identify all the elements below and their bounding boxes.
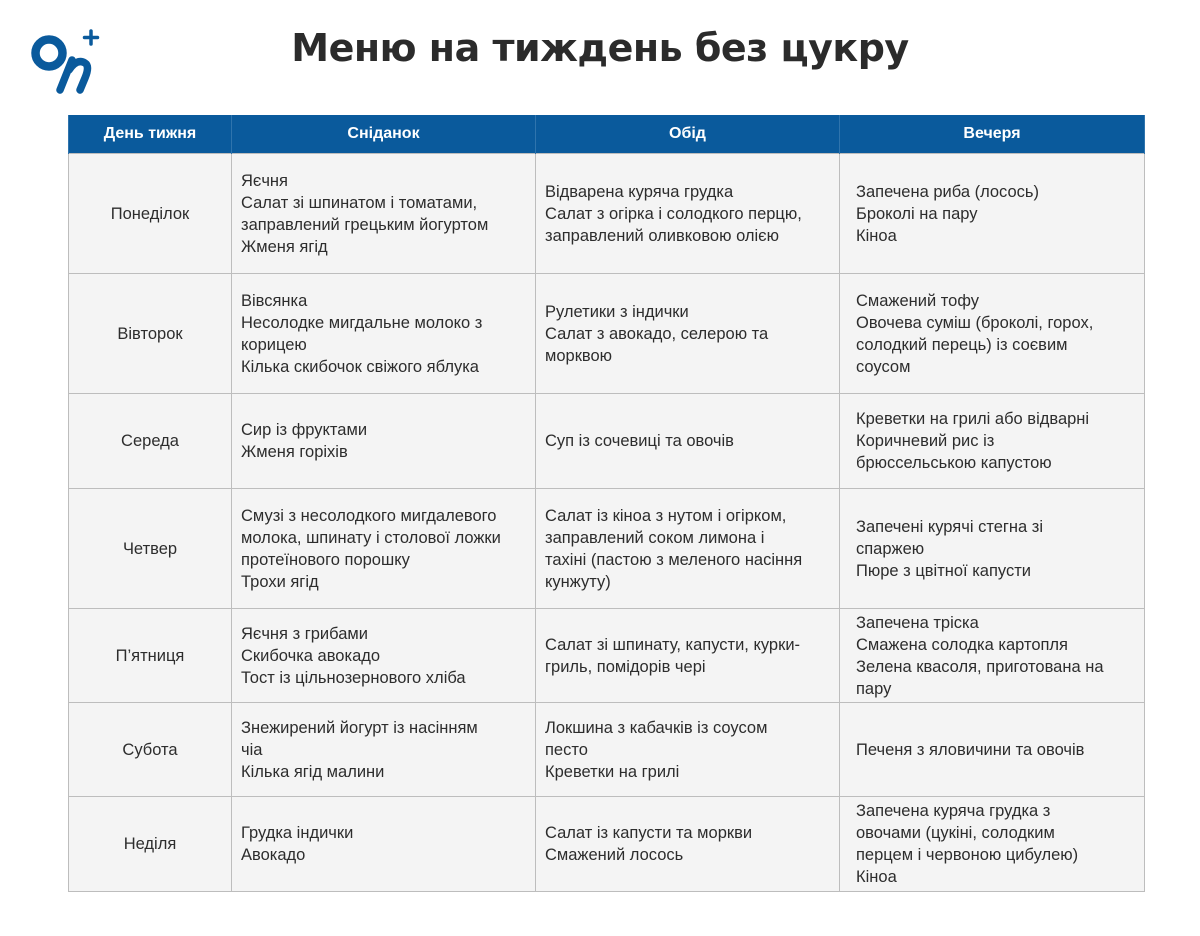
lunch-line: Рулетики з індички — [545, 302, 689, 321]
table-header-row — [69, 115, 1145, 154]
day-cell: Середа — [69, 394, 232, 489]
breakfast-line: протеїнового порошку — [241, 550, 410, 569]
table-row — [69, 703, 1145, 797]
lunch-line: Салат з авокадо, селерою та — [545, 324, 769, 343]
dinner-line: Кіноа — [856, 868, 897, 886]
breakfast-line: Вівсянка — [241, 291, 308, 310]
breakfast-cell — [232, 274, 536, 394]
breakfast-line: Несолодке мигдальне молоко з — [241, 313, 483, 332]
lunch-line: заправлений соком лимона і — [545, 528, 765, 547]
dinner-line: пару — [856, 679, 892, 698]
header-day: День тижня — [69, 115, 232, 154]
dinner-line: Печеня з яловичини та овочів — [856, 740, 1085, 759]
lunch-cell — [536, 797, 840, 892]
breakfast-cell — [232, 154, 536, 274]
breakfast-line: Кілька ягід малини — [241, 762, 385, 781]
dinner-cell — [840, 274, 1145, 394]
dinner-cell — [840, 797, 1145, 892]
lunch-cell — [536, 703, 840, 797]
lunch-line: гриль, помідорів чері — [545, 657, 706, 676]
lunch-line: кунжуту) — [545, 572, 611, 591]
day-cell: Субота — [69, 703, 232, 797]
breakfast-line: Жменя горіхів — [241, 443, 348, 461]
dinner-line: Смажена солодка картопля — [856, 635, 1068, 654]
lunch-line: Локшина з кабачків із соусом — [545, 718, 768, 737]
dinner-cell — [840, 609, 1145, 703]
breakfast-cell — [232, 394, 536, 489]
lunch-cell — [536, 394, 840, 489]
lunch-line: Суп із сочевиці та овочів — [545, 432, 734, 450]
breakfast-line: Сир із фруктами — [241, 421, 368, 439]
lunch-line: заправлений оливковою олією — [545, 226, 779, 245]
weekly-menu-table — [68, 115, 1145, 892]
breakfast-line: Знежирений йогурт із насінням — [241, 718, 478, 737]
lunch-line: Салат з огірка і солодкого перцю, — [545, 204, 802, 223]
dinner-line: спаржею — [856, 539, 925, 558]
day-cell: Понеділок — [69, 154, 232, 274]
lunch-line: Салат зі шпинату, капусти, курки- — [545, 635, 801, 654]
page-title: Меню на тиждень без цукру — [291, 26, 909, 70]
header-lunch: Обід — [536, 115, 840, 154]
breakfast-line: корицею — [241, 335, 307, 354]
dinner-line: Овочева суміш (броколі, горох, — [856, 313, 1094, 332]
day-cell: Вівторок — [69, 274, 232, 394]
breakfast-line: Трохи ягід — [241, 572, 319, 591]
dinner-line: соусом — [856, 357, 911, 376]
breakfast-cell — [232, 609, 536, 703]
dinner-line: Пюре з цвітної капусти — [856, 561, 1031, 580]
dinner-cell — [840, 489, 1145, 609]
lunch-cell — [536, 489, 840, 609]
dinner-line: Зелена квасоля, приготована на — [856, 657, 1104, 676]
table-row — [69, 797, 1145, 892]
dinner-line: Запечені курячі стегна зі — [856, 517, 1044, 536]
breakfast-line: Тост із цільнозернового хліба — [241, 668, 466, 687]
breakfast-line: заправлений грецьким йогуртом — [241, 215, 489, 234]
dinner-line: Кіноа — [856, 226, 897, 245]
breakfast-cell — [232, 489, 536, 609]
lunch-line: морквою — [545, 346, 613, 365]
breakfast-line: Грудка індички — [241, 824, 354, 842]
dinner-line: Запечена куряча грудка з — [856, 802, 1051, 820]
lunch-line: тахіні (пастою з меленого насіння — [545, 550, 803, 569]
lunch-line: Відварена куряча грудка — [545, 182, 734, 201]
header-dinner: Вечеря — [840, 115, 1145, 154]
dinner-line: Броколі на пару — [856, 204, 978, 223]
dinner-line: перцем і червоною цибулею) — [856, 846, 1079, 864]
dinner-line: Коричневий рис із — [856, 432, 995, 450]
breakfast-line: Смузі з несолодкого мигдалевого — [241, 506, 497, 525]
dinner-line: овочами (цукіні, солодким — [856, 824, 1055, 842]
table-row — [69, 394, 1145, 489]
table-body — [69, 154, 1145, 892]
breakfast-line: Яєчня з грибами — [241, 624, 368, 643]
lunch-cell — [536, 609, 840, 703]
day-cell: Четвер — [69, 489, 232, 609]
breakfast-line: Скибочка авокадо — [241, 646, 381, 665]
breakfast-line: чіа — [241, 740, 263, 759]
breakfast-line: Жменя ягід — [241, 237, 328, 256]
dinner-cell — [840, 154, 1145, 274]
dinner-line: Креветки на грилі або відварні — [856, 410, 1090, 428]
header-breakfast: Сніданок — [232, 115, 536, 154]
breakfast-cell — [232, 797, 536, 892]
lunch-line: Смажений лосось — [545, 846, 684, 864]
table-row — [69, 274, 1145, 394]
table-row — [69, 609, 1145, 703]
day-cell: П’ятниця — [69, 609, 232, 703]
lunch-line: Салат із кіноа з нутом і огірком, — [545, 506, 787, 525]
dinner-line: брюссельською капустою — [856, 454, 1052, 472]
breakfast-cell — [232, 703, 536, 797]
table-row — [69, 154, 1145, 274]
breakfast-line: молока, шпинату і столової ложки — [241, 528, 501, 547]
breakfast-line: Авокадо — [241, 846, 306, 864]
dinner-line: Смажений тофу — [856, 291, 979, 310]
lunch-cell — [536, 274, 840, 394]
dinner-cell — [840, 703, 1145, 797]
breakfast-line: Кілька скибочок свіжого яблука — [241, 357, 479, 376]
dinner-line: Запечена тріска — [856, 613, 979, 632]
lunch-cell — [536, 154, 840, 274]
dinner-cell — [840, 394, 1145, 489]
breakfast-line: Салат зі шпинатом і томатами, — [241, 193, 478, 212]
breakfast-line: Яєчня — [241, 171, 288, 190]
lunch-line: Креветки на грилі — [545, 762, 680, 781]
table-row — [69, 489, 1145, 609]
lunch-line: песто — [545, 740, 588, 759]
dinner-line: Запечена риба (лосось) — [856, 182, 1040, 201]
lunch-line: Салат із капусти та моркви — [545, 824, 753, 842]
day-cell: Неділя — [69, 797, 232, 892]
dinner-line: солодкий перець) із соєвим — [856, 335, 1068, 354]
